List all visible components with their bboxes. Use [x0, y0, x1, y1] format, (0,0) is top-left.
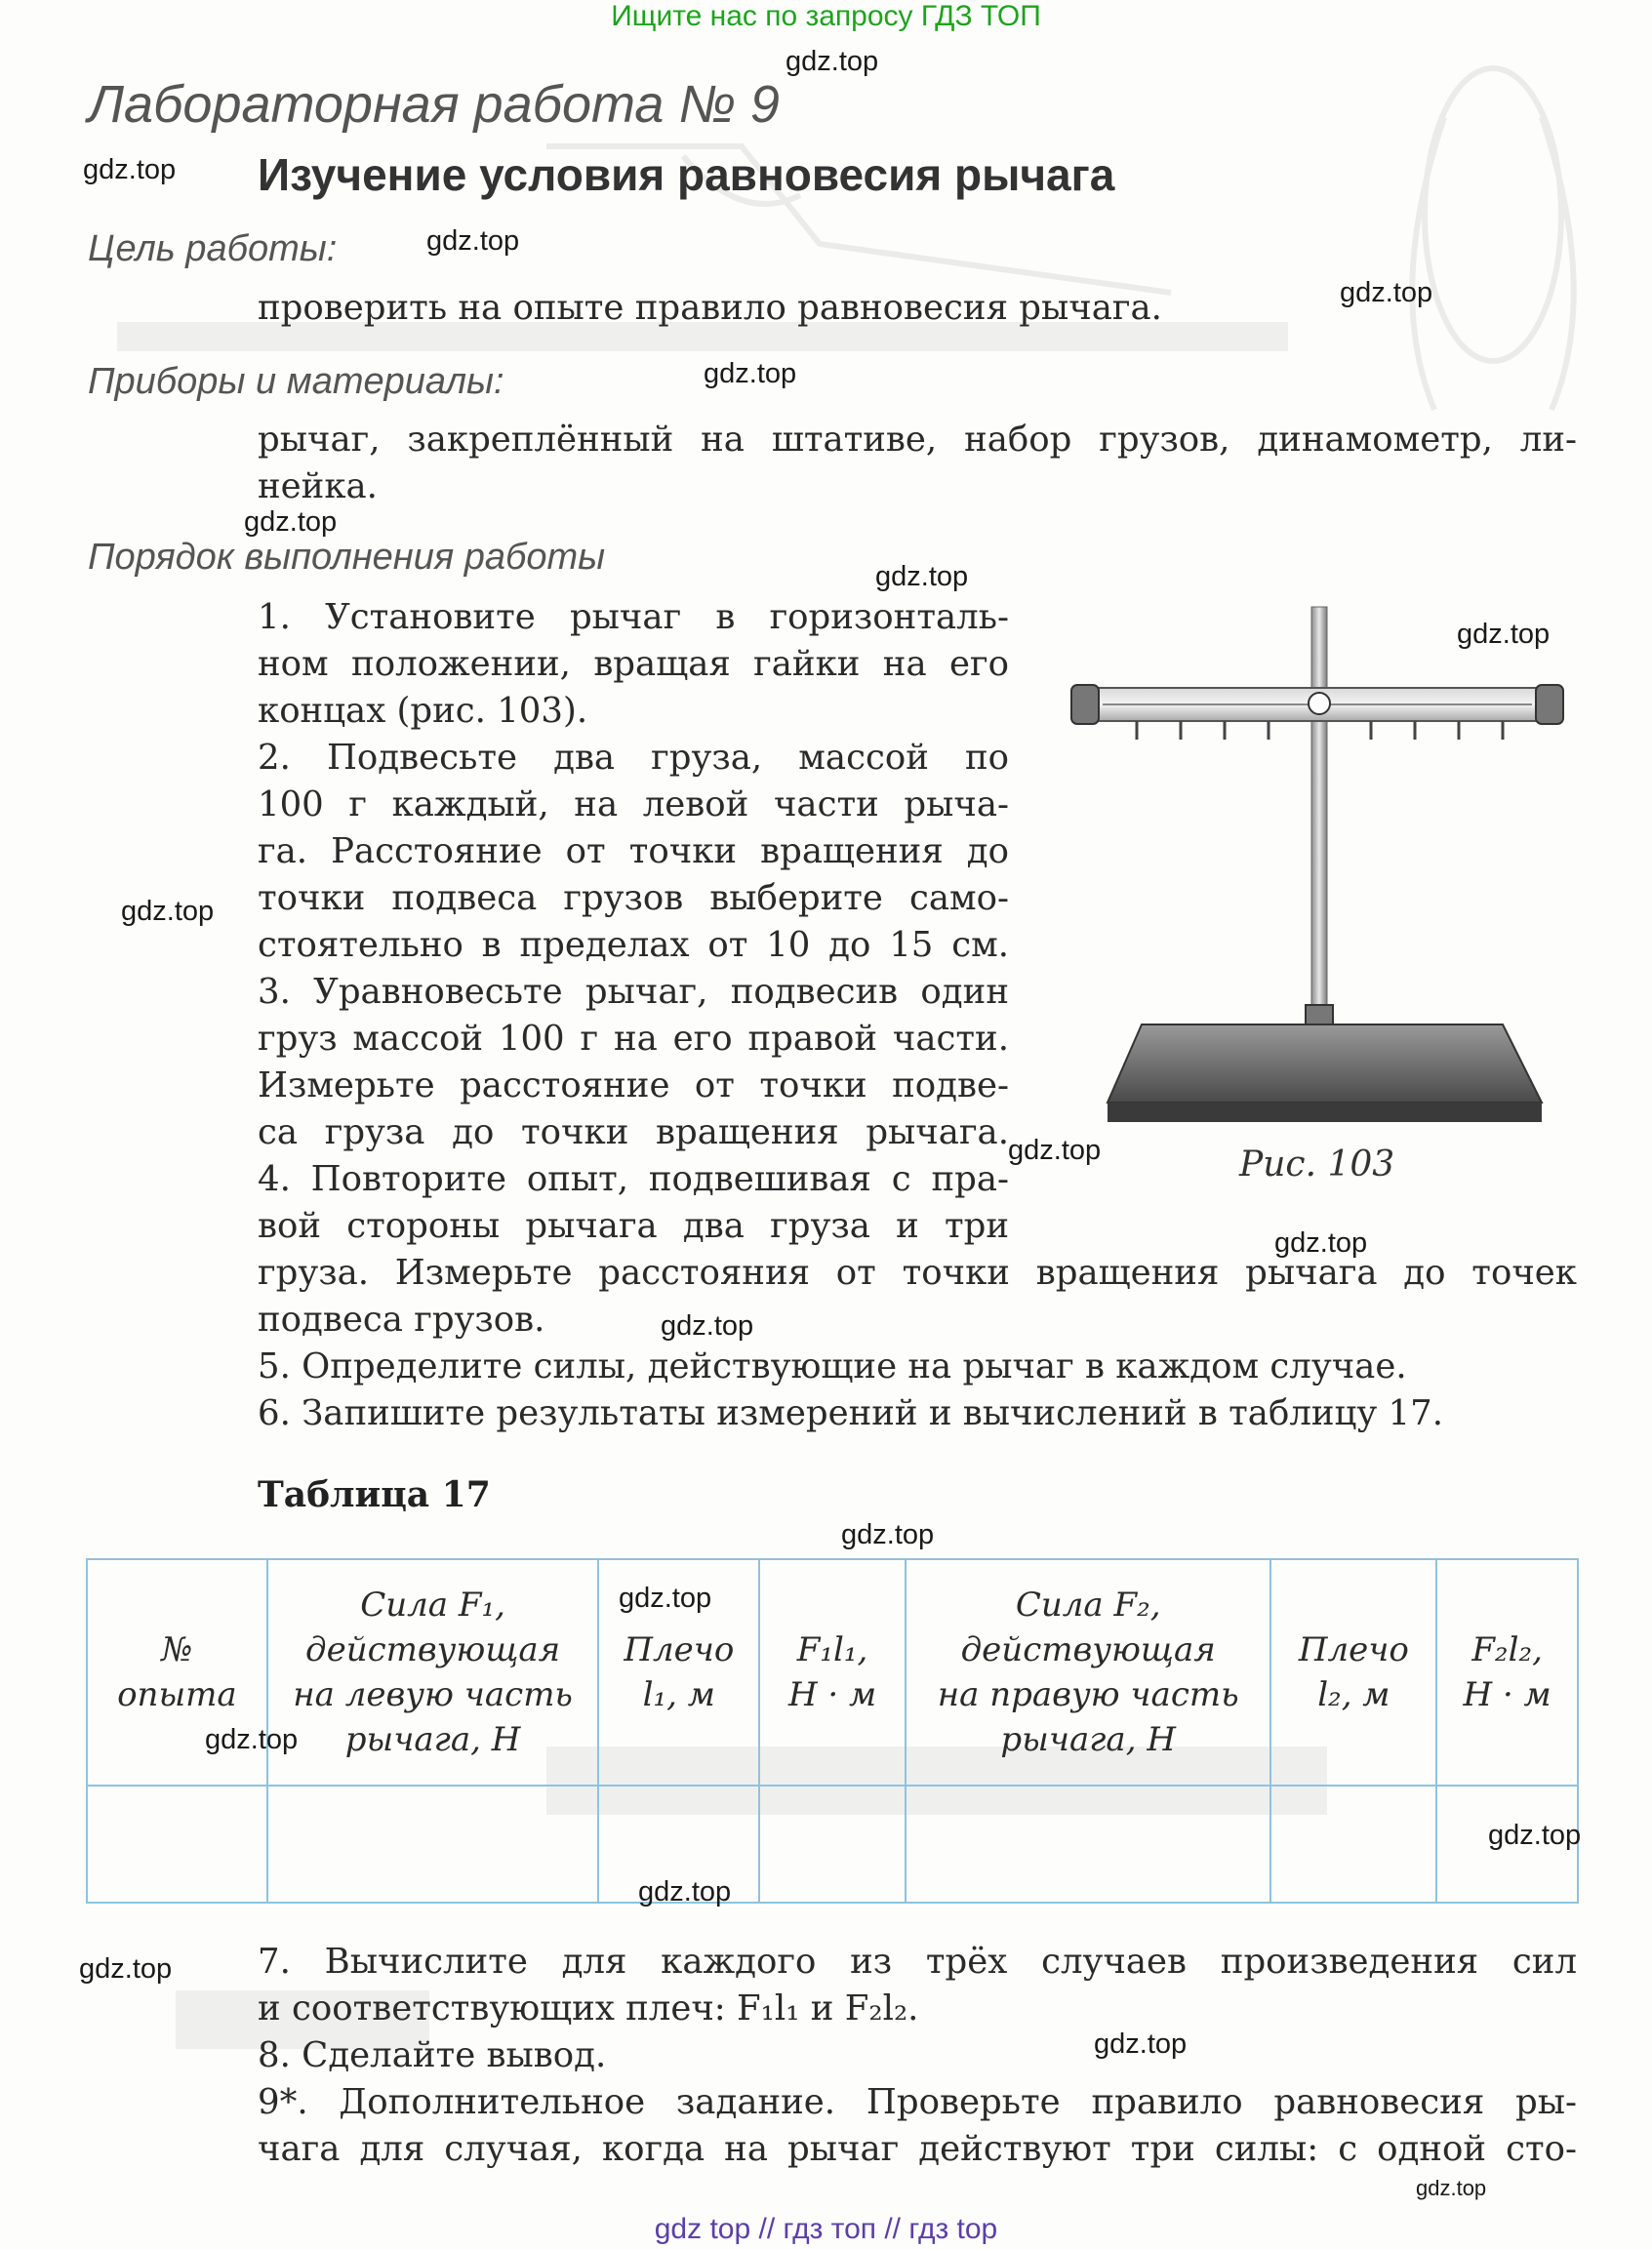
step-line: концах (рис. 103).: [258, 691, 588, 731]
step-line: 3. Уравновесьте рычаг, подвесив один: [258, 972, 1009, 1012]
table-cell[interactable]: [759, 1786, 906, 1903]
table-cell[interactable]: [906, 1786, 1271, 1903]
lab-heading: Изучение условия равновесия рычага: [258, 149, 1115, 200]
header-force-right: Сила F₂, действующая на правую часть рычага, Н: [906, 1559, 1271, 1786]
steps-narrow: [258, 594, 1009, 1250]
stand-base: [1108, 1024, 1542, 1103]
watermark: gdz.top: [244, 506, 338, 538]
goal-label: Цель работы:: [88, 228, 338, 269]
lab-title: Лабораторная работа № 9: [88, 75, 780, 134]
watermark: gdz.top: [638, 1876, 732, 1908]
materials-line: нейка.: [258, 466, 378, 506]
steps-wide: [258, 1250, 1577, 1437]
header-moment-right: F₂l₂, Н · м: [1436, 1559, 1578, 1786]
table-row: [87, 1786, 1578, 1903]
step-line: 100 г каждый, на левой части рыча-: [258, 784, 1009, 824]
watermark: gdz.top: [426, 225, 520, 257]
step-line: 7. Вычислите для каждого из трёх случаев произведения сил: [258, 1942, 1577, 1982]
materials-line: рычаг, закреплённый на штативе, набор грузов, динамометр, ли-: [258, 420, 1577, 460]
pivot-point: [1309, 693, 1330, 714]
step-line: подвеса грузов.: [258, 1300, 545, 1340]
watermark: gdz.top: [83, 154, 177, 185]
step-line: вой стороны рычага два груза и три: [258, 1206, 1009, 1246]
header-force-left: Сила F₁, действующая на левую часть рычага, Н: [267, 1559, 599, 1786]
step-line: 9*. Дополнительное задание. Проверьте правило равновесия ры-: [258, 2082, 1577, 2122]
watermark: gdz.top: [79, 1953, 173, 1985]
step-line: 4. Повторите опыт, подвешивая с пра-: [258, 1159, 1009, 1199]
step-line: 2. Подвесьте два груза, массой по: [258, 738, 1009, 778]
table-cell[interactable]: [1270, 1786, 1436, 1903]
procedure-label: Порядок выполнения работы: [88, 537, 606, 578]
table-cell[interactable]: [267, 1786, 599, 1903]
materials-text: [258, 417, 1577, 510]
lever-stand-figure: [1054, 595, 1600, 1142]
watermark: gdz.top: [1094, 2028, 1188, 2060]
header-experiment-number: № опыта: [87, 1559, 267, 1786]
step-line: 8. Сделайте вывод.: [258, 2035, 607, 2075]
figure-caption: Рис. 103: [1239, 1145, 1395, 1185]
watermark: gdz.top: [1488, 1820, 1582, 1851]
watermark: gdz.top: [1008, 1135, 1102, 1166]
watermark: gdz.top: [205, 1724, 299, 1755]
header-arm-right: Плечо l₂, м: [1270, 1559, 1436, 1786]
footer-links[interactable]: gdz top // гдз топ // гдз top: [654, 2213, 998, 2245]
watermark: gdz.top: [1274, 1227, 1368, 1259]
watermark: gdz.top: [786, 46, 879, 77]
left-nut: [1071, 685, 1099, 724]
results-table: [86, 1558, 1582, 1904]
watermark: gdz.top: [121, 896, 215, 927]
header-moment-left: F₁l₁, Н · м: [759, 1559, 906, 1786]
step-line: чага для случая, когда на рычаг действуют три силы: с одной сто-: [258, 2129, 1577, 2169]
step-line: ном положении, вращая гайки на его: [258, 644, 1009, 684]
goal-text: проверить на опыте правило равновесия рычага.: [258, 288, 1162, 328]
step-line: 1. Установите рычаг в горизонталь-: [258, 597, 1009, 637]
table-cell[interactable]: [87, 1786, 267, 1903]
table-header-row: [87, 1559, 1578, 1786]
materials-label: Приборы и материалы:: [88, 361, 504, 402]
watermark: gdz.top: [841, 1519, 935, 1550]
stand-rod: [1311, 607, 1327, 1036]
top-banner[interactable]: Ищите нас по запросу ГДЗ ТОП: [611, 0, 1041, 32]
step-line: стоятельно в пределах от 10 до 15 см.: [258, 925, 1009, 965]
step-line: груза. Измерьте расстояния от точки вращения рычага до точек: [258, 1253, 1577, 1293]
header-arm-left: Плечо l₁, м: [598, 1559, 759, 1786]
step-line: и соответствующих плеч: F₁l₁ и F₂l₂.: [258, 1988, 919, 2028]
step-line: са груза до точки вращения рычага.: [258, 1112, 1009, 1152]
watermark: gdz.top: [619, 1583, 712, 1614]
step-line: груз массой 100 г на его правой части.: [258, 1019, 1009, 1059]
watermark: gdz.top: [1457, 619, 1551, 650]
step-line: 6. Запишите результаты измерений и вычислений в таблицу 17.: [258, 1393, 1443, 1433]
steps-after: [258, 1939, 1577, 2173]
table-title: Таблица 17: [258, 1474, 491, 1515]
watermark: gdz.top: [875, 561, 969, 592]
watermark: gdz.top: [661, 1310, 754, 1342]
step-line: га. Расстояние от точки вращения до: [258, 831, 1009, 871]
watermark: gdz.top: [1416, 2176, 1487, 2200]
step-line: Измерьте расстояние от точки подве-: [258, 1065, 1009, 1105]
watermark: gdz.top: [1340, 277, 1433, 308]
watermark: gdz.top: [704, 358, 797, 389]
right-nut: [1536, 685, 1563, 724]
step-line: 5. Определите силы, действующие на рычаг в каждом случае.: [258, 1346, 1407, 1386]
step-line: точки подвеса грузов выберите само-: [258, 878, 1009, 918]
